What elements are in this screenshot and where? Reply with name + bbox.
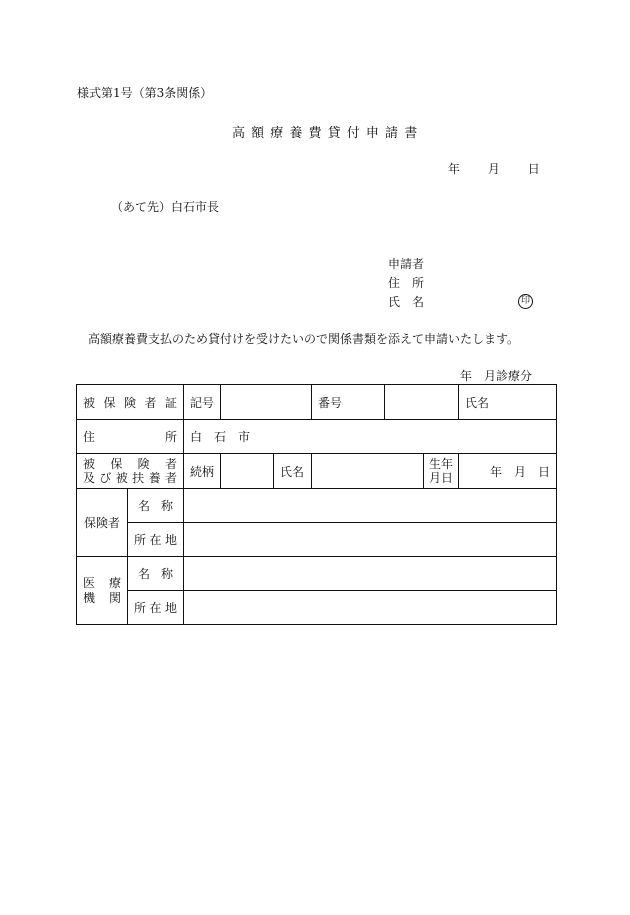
medical-label-line1: 医 療 (83, 575, 121, 590)
birth-label-line1: 生年 (429, 457, 454, 471)
form-number: 様式第1号（第3条関係） (77, 86, 213, 100)
seal-icon: 印 (518, 294, 533, 309)
insurer-name-label-cell (128, 489, 184, 523)
insurer-name-row (77, 489, 557, 523)
birth-label-cell (424, 454, 459, 489)
insurer-label: 保険者 (77, 489, 128, 557)
insured-label-cell (77, 454, 184, 489)
address-label: 住 所 (83, 430, 178, 444)
medical-location-label-cell (128, 591, 184, 625)
birth-label-line2: 月日 (429, 471, 454, 485)
date-line (448, 160, 540, 177)
applicant-address-label: 住 所 (388, 276, 425, 290)
date-month: 月 (487, 162, 500, 176)
insured-row (77, 454, 557, 489)
insured-shimei-field[interactable] (312, 454, 424, 489)
medical-name-row (77, 557, 557, 591)
medical-label-line2: 機 関 (83, 590, 121, 605)
insured-label-line1: 被 保 険 者 (83, 457, 177, 471)
insurance-card-label-cell (77, 385, 184, 420)
zokugara-label: 続柄 (184, 454, 221, 489)
addressee: （あて先）白石市長 (111, 200, 220, 214)
insurance-card-label: 被 保 険 者 証 (83, 395, 178, 410)
address-label-cell (77, 420, 184, 454)
insurer-location-label-cell (128, 523, 184, 557)
insurer-location-label: 所 在 地 (134, 533, 178, 547)
medical-location-field[interactable] (184, 591, 557, 625)
application-table (76, 384, 557, 625)
medical-location-row (77, 591, 557, 625)
date-year: 年 (448, 162, 461, 176)
date-day: 日 (527, 162, 540, 176)
bango-label: 番号 (312, 385, 385, 420)
kigo-field[interactable] (221, 385, 312, 420)
insurance-card-row (77, 385, 557, 420)
kigo-label: 記号 (184, 385, 221, 420)
application-statement: 高額療養費支払のため貸付けを受けたいので関係書類を添えて申請いたします。 (88, 332, 520, 346)
insured-shimei-label: 氏名 (274, 454, 312, 489)
applicant-label: 申請者 (388, 257, 425, 271)
medical-location-label: 所 在 地 (134, 601, 178, 615)
medical-label-cell (77, 557, 128, 625)
insurer-name-label: 名 称 (138, 499, 174, 513)
insured-label-line2: 及 び 被 扶 養 者 (83, 471, 177, 485)
birth-date-field[interactable]: 年 月 日 (459, 454, 557, 489)
form-title: 高 額 療 養 費 貸 付 申 請 書 (232, 126, 419, 141)
seal-mark (518, 292, 533, 309)
address-row (77, 420, 557, 454)
insurer-location-field[interactable] (184, 523, 557, 557)
shimei-label: 氏名 (459, 385, 557, 420)
medical-name-field[interactable] (184, 557, 557, 591)
applicant-name-label: 氏 名 (388, 295, 425, 309)
bango-field[interactable] (385, 385, 459, 420)
insurer-name-field[interactable] (184, 489, 557, 523)
medical-name-label: 名 称 (138, 567, 174, 581)
insurer-location-row (77, 523, 557, 557)
treatment-period: 年 月診療分 (460, 369, 533, 383)
address-value[interactable]: 白 石 市 (184, 420, 557, 454)
zokugara-field[interactable] (221, 454, 274, 489)
medical-name-label-cell (128, 557, 184, 591)
